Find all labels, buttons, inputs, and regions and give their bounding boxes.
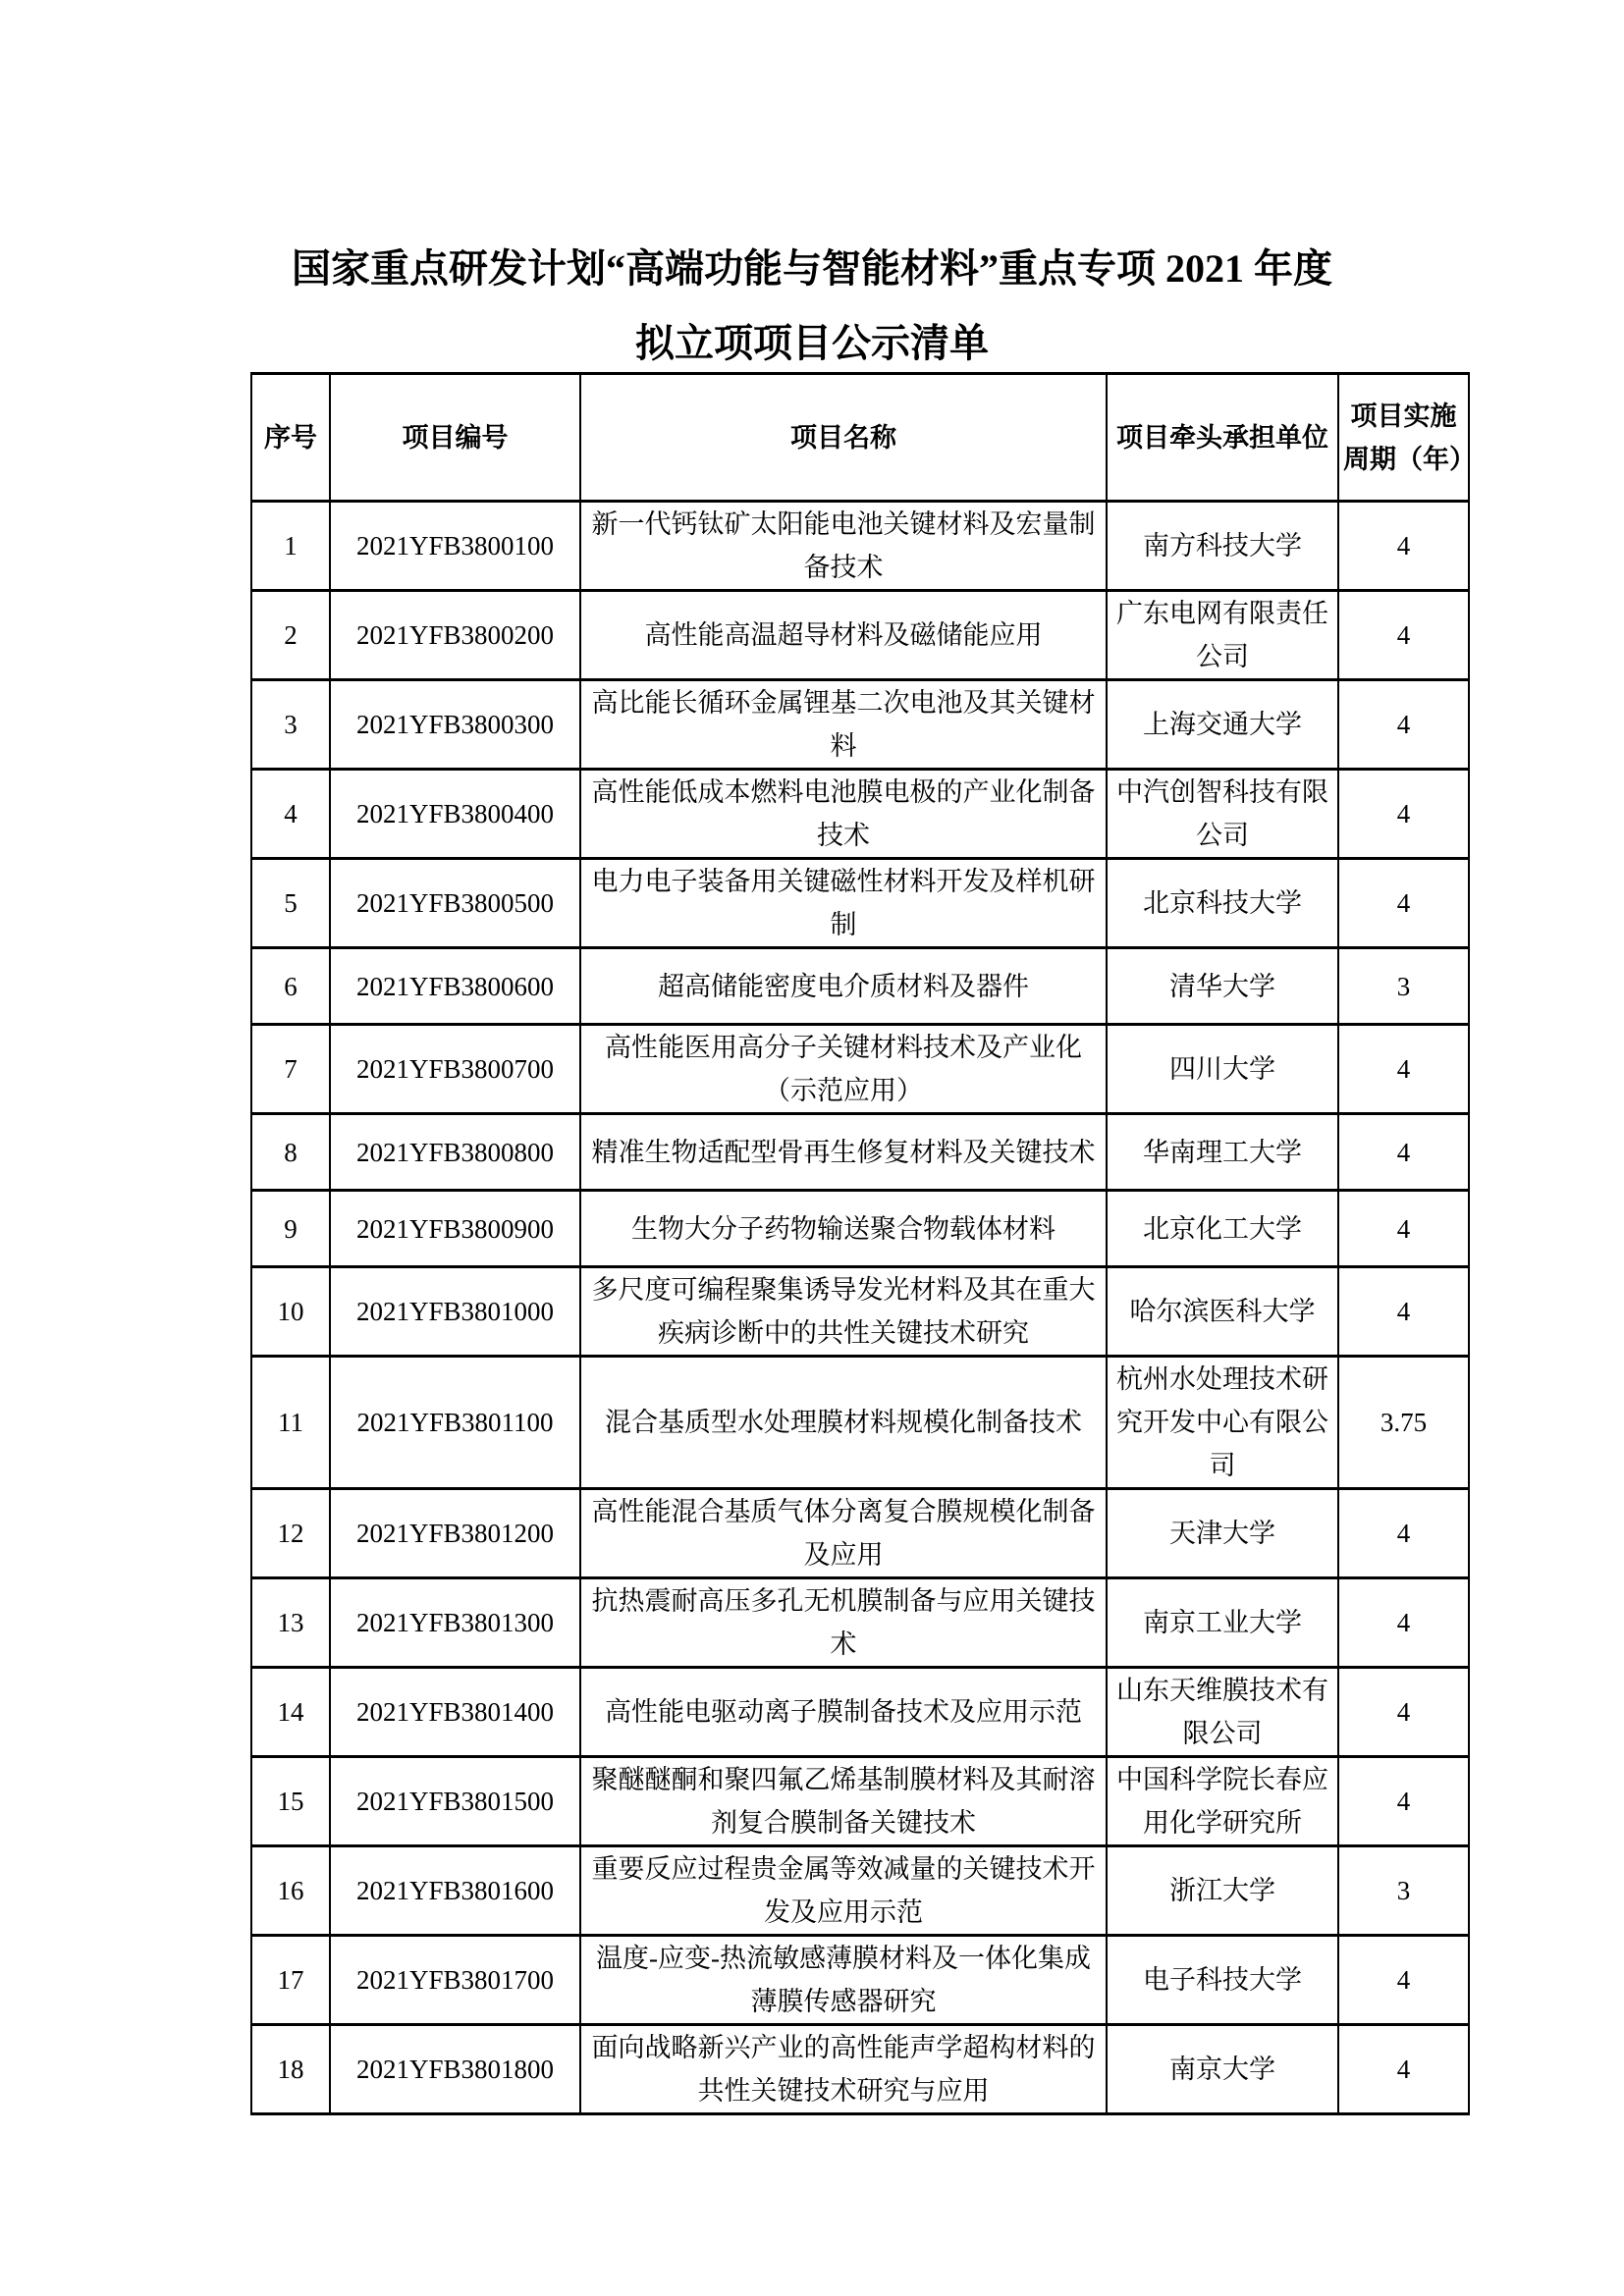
cell-org: 北京化工大学 <box>1107 1191 1338 1267</box>
header-seq: 序号 <box>251 374 330 502</box>
cell-code: 2021YFB3801600 <box>330 1846 580 1936</box>
cell-name: 多尺度可编程聚集诱导发光材料及其在重大疾病诊断中的共性关键技术研究 <box>580 1267 1107 1357</box>
cell-org: 南京大学 <box>1107 2025 1338 2114</box>
cell-org: 华南理工大学 <box>1107 1114 1338 1191</box>
cell-org: 南京工业大学 <box>1107 1578 1338 1668</box>
cell-years: 4 <box>1338 1668 1469 1757</box>
table-row <box>251 1357 1469 1489</box>
cell-seq: 16 <box>251 1846 330 1936</box>
cell-org: 上海交通大学 <box>1107 680 1338 770</box>
cell-name: 高性能医用高分子关键材料技术及产业化（示范应用） <box>580 1025 1107 1114</box>
cell-name: 混合基质型水处理膜材料规模化制备技术 <box>580 1357 1107 1489</box>
header-org: 项目牵头承担单位 <box>1107 374 1338 502</box>
cell-org: 中汽创智科技有限公司 <box>1107 770 1338 859</box>
cell-seq: 3 <box>251 680 330 770</box>
cell-org: 清华大学 <box>1107 948 1338 1025</box>
cell-name: 新一代钙钛矿太阳能电池关键材料及宏量制备技术 <box>580 502 1107 591</box>
cell-years: 4 <box>1338 770 1469 859</box>
cell-years: 4 <box>1338 1267 1469 1357</box>
table-row <box>251 1489 1469 1578</box>
projects-table <box>250 372 1476 2115</box>
header-row <box>251 374 1469 502</box>
table-row <box>251 1757 1469 1846</box>
cell-seq: 17 <box>251 1936 330 2025</box>
cell-name: 高比能长循环金属锂基二次电池及其关键材料 <box>580 680 1107 770</box>
cell-code: 2021YFB3801000 <box>330 1267 580 1357</box>
table-row <box>251 1191 1469 1267</box>
cell-seq: 7 <box>251 1025 330 1114</box>
table-row <box>251 1936 1469 2025</box>
table-row <box>251 1846 1469 1936</box>
cell-code: 2021YFB3800500 <box>330 859 580 948</box>
cell-years: 3 <box>1338 948 1469 1025</box>
cell-years: 4 <box>1338 859 1469 948</box>
cell-years: 4 <box>1338 1114 1469 1191</box>
table-body <box>251 502 1469 2114</box>
cell-code: 2021YFB3800100 <box>330 502 580 591</box>
cell-code: 2021YFB3801100 <box>330 1357 580 1489</box>
cell-years: 4 <box>1338 1757 1469 1846</box>
cell-org: 哈尔滨医科大学 <box>1107 1267 1338 1357</box>
cell-code: 2021YFB3801700 <box>330 1936 580 2025</box>
cell-years: 4 <box>1338 1578 1469 1668</box>
cell-org: 山东天维膜技术有限公司 <box>1107 1668 1338 1757</box>
cell-name: 电力电子装备用关键磁性材料开发及样机研制 <box>580 859 1107 948</box>
cell-org: 广东电网有限责任公司 <box>1107 591 1338 680</box>
cell-org: 南方科技大学 <box>1107 502 1338 591</box>
cell-org: 杭州水处理技术研究开发中心有限公司 <box>1107 1357 1338 1489</box>
cell-seq: 1 <box>251 502 330 591</box>
cell-seq: 9 <box>251 1191 330 1267</box>
cell-org: 四川大学 <box>1107 1025 1338 1114</box>
table-row <box>251 1668 1469 1757</box>
cell-code: 2021YFB3800600 <box>330 948 580 1025</box>
cell-years: 4 <box>1338 2025 1469 2114</box>
cell-years: 4 <box>1338 680 1469 770</box>
cell-seq: 13 <box>251 1578 330 1668</box>
table-row <box>251 948 1469 1025</box>
cell-years: 4 <box>1338 591 1469 680</box>
header-name: 项目名称 <box>580 374 1107 502</box>
table-row <box>251 1114 1469 1191</box>
cell-code: 2021YFB3801800 <box>330 2025 580 2114</box>
cell-seq: 2 <box>251 591 330 680</box>
cell-seq: 5 <box>251 859 330 948</box>
cell-code: 2021YFB3800800 <box>330 1114 580 1191</box>
cell-seq: 14 <box>251 1668 330 1757</box>
cell-name: 重要反应过程贵金属等效减量的关键技术开发及应用示范 <box>580 1846 1107 1936</box>
table-row <box>251 1267 1469 1357</box>
table-row <box>251 1578 1469 1668</box>
cell-org: 中国科学院长春应用化学研究所 <box>1107 1757 1338 1846</box>
cell-name: 精准生物适配型骨再生修复材料及关键技术 <box>580 1114 1107 1191</box>
cell-name: 高性能低成本燃料电池膜电极的产业化制备技术 <box>580 770 1107 859</box>
cell-org: 电子科技大学 <box>1107 1936 1338 2025</box>
cell-seq: 18 <box>251 2025 330 2114</box>
page-title-line1: 国家重点研发计划“高端功能与智能材料”重点专项 2021 年度 <box>292 246 1332 291</box>
cell-code: 2021YFB3801300 <box>330 1578 580 1668</box>
cell-seq: 11 <box>251 1357 330 1489</box>
cell-years: 3.75 <box>1338 1357 1469 1489</box>
cell-name: 温度-应变-热流敏感薄膜材料及一体化集成薄膜传感器研究 <box>580 1936 1107 2025</box>
table-header <box>251 374 1476 502</box>
cell-years: 3 <box>1338 1846 1469 1936</box>
cell-years: 4 <box>1338 1191 1469 1267</box>
cell-seq: 15 <box>251 1757 330 1846</box>
cell-name: 超高储能密度电介质材料及器件 <box>580 948 1107 1025</box>
cell-years: 4 <box>1338 1489 1469 1578</box>
table-row <box>251 2025 1469 2114</box>
table-row <box>251 502 1469 591</box>
cell-name: 生物大分子药物输送聚合物载体材料 <box>580 1191 1107 1267</box>
table-row <box>251 680 1469 770</box>
cell-code: 2021YFB3800300 <box>330 680 580 770</box>
cell-code: 2021YFB3800400 <box>330 770 580 859</box>
cell-years: 4 <box>1338 1936 1469 2025</box>
cell-code: 2021YFB3801200 <box>330 1489 580 1578</box>
cell-code: 2021YFB3801500 <box>330 1757 580 1846</box>
cell-name: 聚醚醚酮和聚四氟乙烯基制膜材料及其耐溶剂复合膜制备关键技术 <box>580 1757 1107 1846</box>
cell-seq: 10 <box>251 1267 330 1357</box>
header-period: 项目实施周期（年） <box>1338 374 1469 502</box>
table-row <box>251 1025 1469 1114</box>
cell-code: 2021YFB3801400 <box>330 1668 580 1757</box>
cell-seq: 12 <box>251 1489 330 1578</box>
table-row <box>251 591 1469 680</box>
cell-name: 高性能混合基质气体分离复合膜规模化制备及应用 <box>580 1489 1107 1578</box>
header-code: 项目编号 <box>330 374 580 502</box>
cell-org: 浙江大学 <box>1107 1846 1338 1936</box>
cell-code: 2021YFB3800700 <box>330 1025 580 1114</box>
cell-code: 2021YFB3800900 <box>330 1191 580 1267</box>
cell-years: 4 <box>1338 502 1469 591</box>
cell-code: 2021YFB3800200 <box>330 591 580 680</box>
cell-name: 高性能高温超导材料及磁储能应用 <box>580 591 1107 680</box>
page-title-line2: 拟立项项目公示清单 <box>635 321 989 365</box>
cell-name: 面向战略新兴产业的高性能声学超构材料的共性关键技术研究与应用 <box>580 2025 1107 2114</box>
cell-name: 抗热震耐高压多孔无机膜制备与应用关键技术 <box>580 1578 1107 1668</box>
table-row <box>251 859 1469 948</box>
cell-org: 北京科技大学 <box>1107 859 1338 948</box>
cell-years: 4 <box>1338 1025 1469 1114</box>
table-row <box>251 770 1469 859</box>
cell-seq: 6 <box>251 948 330 1025</box>
cell-name: 高性能电驱动离子膜制备技术及应用示范 <box>580 1668 1107 1757</box>
cell-seq: 4 <box>251 770 330 859</box>
cell-seq: 8 <box>251 1114 330 1191</box>
cell-org: 天津大学 <box>1107 1489 1338 1578</box>
